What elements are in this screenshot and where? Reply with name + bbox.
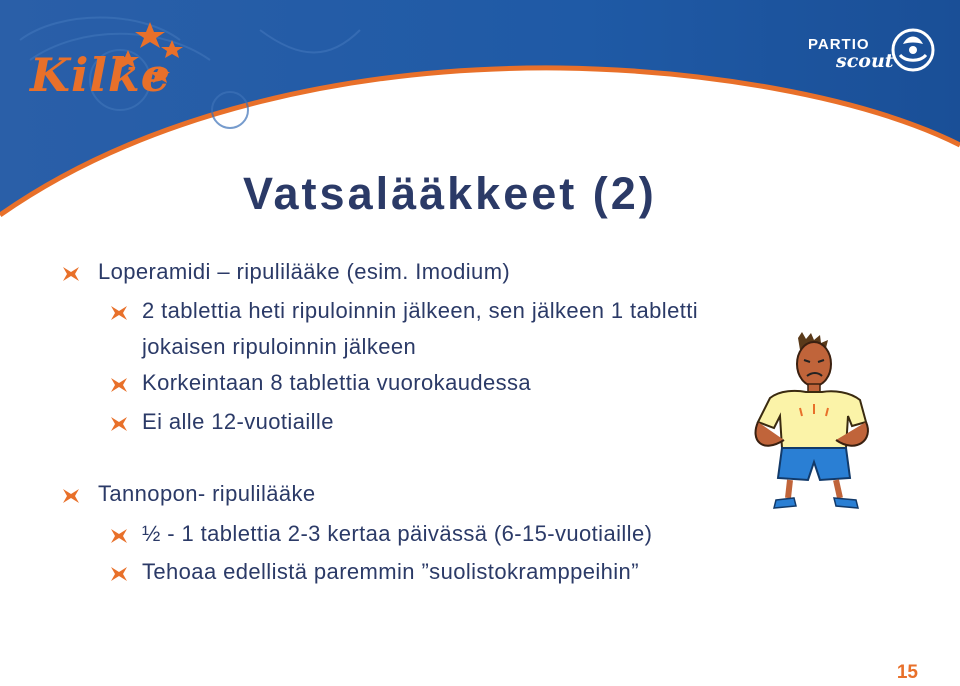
sub-bullet-max-dose: Korkeintaan 8 tablettia vuorokaudessa bbox=[142, 370, 532, 395]
bullet-marker-icon bbox=[62, 266, 80, 282]
sub-bullet-age-limit: Ei alle 12-vuotiaille bbox=[142, 409, 334, 434]
sub-bullet-dosage: 2 tablettia heti ripuloinnin jälkeen, sen jälkeen 1 tabletti bbox=[142, 298, 699, 323]
sub-bullet-dosage-continued: jokaisen ripuloinnin jälkeen bbox=[142, 334, 417, 359]
slide-title: Vatsalääkkeet (2) bbox=[243, 168, 657, 219]
scout-logo-text: scout bbox=[836, 50, 894, 72]
partio-logo-text: PARTIO bbox=[808, 36, 870, 53]
stomach-ache-person-icon bbox=[740, 330, 880, 510]
bullet-marker-icon bbox=[110, 566, 128, 582]
bullet-marker-icon bbox=[110, 305, 128, 321]
bullet-tannopon: Tannopon- ripulilääke bbox=[98, 481, 316, 506]
kilke-logo-text: Kilke bbox=[30, 48, 172, 102]
bullet-loperamidi: Loperamidi – ripulilääke (esim. Imodium) bbox=[98, 259, 511, 284]
bullet-marker-icon bbox=[110, 528, 128, 544]
bullet-marker-icon bbox=[62, 488, 80, 504]
bullet-marker-icon bbox=[110, 416, 128, 432]
page-number: 15 bbox=[896, 662, 918, 683]
sub-bullet-tannopon-dosage: ½ - 1 tablettia 2-3 kertaa päivässä (6-15-vuotiaille) bbox=[142, 521, 653, 546]
sub-bullet-tannopon-effect: Tehoaa edellistä paremmin ”suolistokramppeihin” bbox=[142, 559, 639, 584]
bullet-marker-icon bbox=[110, 377, 128, 393]
